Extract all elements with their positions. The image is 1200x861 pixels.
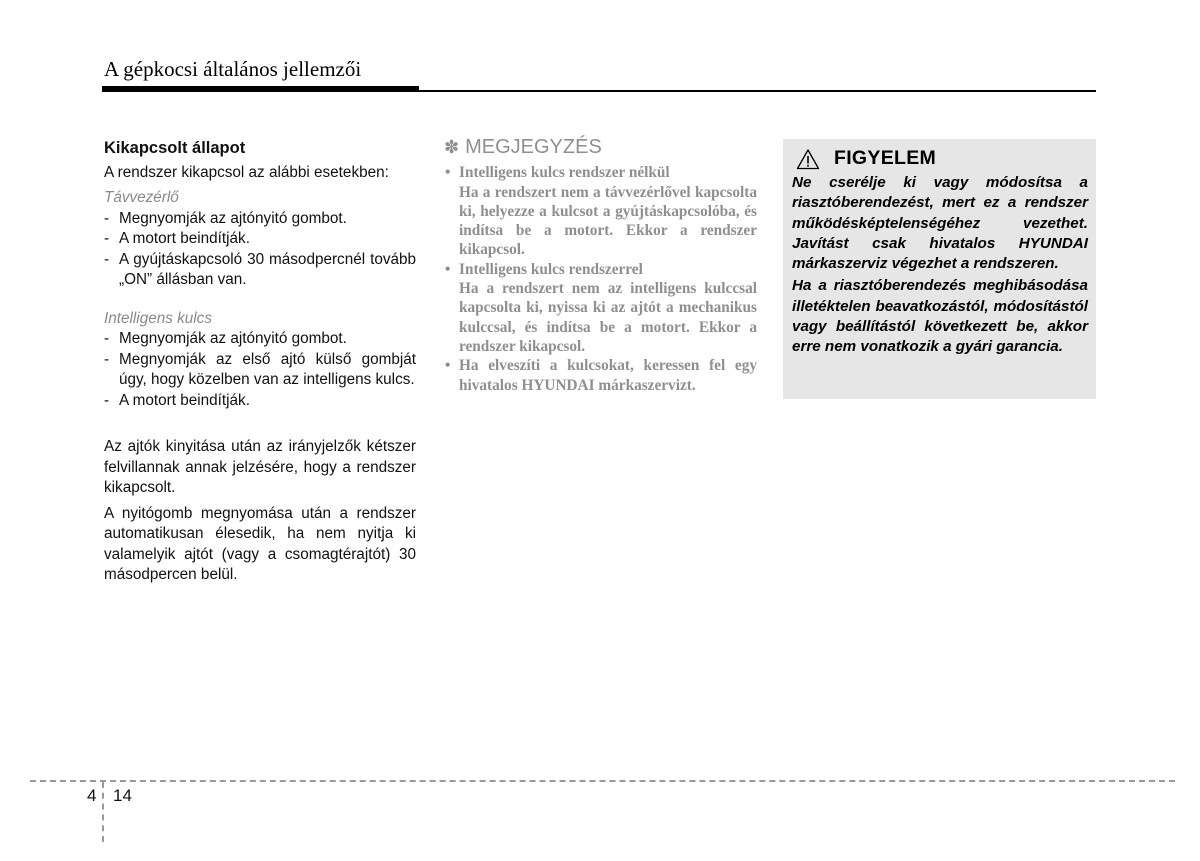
remote-list [104, 209, 416, 291]
warning-text [792, 173, 1088, 358]
header-rule-thin [419, 90, 1096, 92]
note-column [444, 138, 757, 395]
list-item: - Megnyomják az első ajtó külső gombját úgy, hogy közelben van az intelligens kulcs. [104, 350, 416, 391]
smartkey-subheading: Intelligens kulcs [104, 309, 212, 327]
list-item: - A motort beindítják. [104, 391, 416, 412]
section-heading: Kikapcsolt állapot [104, 139, 246, 157]
warning-header [796, 147, 1088, 170]
footer-vertical-dashed-rule [102, 782, 104, 842]
warning-triangle-icon [796, 148, 820, 170]
warning-paragraph: Ha a riasztóberendezés meghibásodása illetéktelen beavatkozástól, módosítástól vagy beállítástól következett be, akkor erre nem vonatkozik a gyári garancia. [792, 277, 1088, 356]
list-item: - A motort beindítják. [104, 229, 416, 250]
warning-title: FIGYELEM [834, 147, 937, 169]
smartkey-list [104, 329, 416, 411]
header-rule-thick [102, 86, 419, 92]
remote-subheading: Távvezérlő [104, 189, 179, 206]
note-title: MEGJEGYZÉS [465, 136, 602, 158]
footer-dashed-rule [30, 780, 1175, 782]
intro-text: A rendszer kikapcsol az alábbi esetekben: [104, 163, 389, 181]
list-item: - Megnyomják az ajtónyitó gombot. [104, 209, 416, 230]
note-item-heading: • Intelligens kulcs rendszerrel [444, 260, 757, 279]
list-item: - A gyújtáskapcsoló 30 másodpercnél tovább „ON” állásban van. [104, 250, 416, 291]
note-heading [444, 138, 757, 157]
note-item-heading: • Intelligens kulcs rendszer nélkül [444, 163, 757, 182]
warning-paragraph: Ne cserélje ki vagy módosítsa a riasztóberendezést, mert ez a rendszer működésképtelenségéhez vezethet. Javítást csak hivatalos HYUNDAI márkaszerviz végezhet a rendszeren. [792, 174, 1088, 273]
paragraph-blink: Az ajtók kinyitása után az irányjelzők kétszer felvillannak annak jelzésére, hogy a rendszer kikapcsolt. [104, 438, 416, 496]
note-item-body: Ha a rendszert nem a távvezérlővel kapcsolta ki, helyezze a kulcsot a gyújtáskapcsolóba, és indítsa be a motort. Ekkor a rendszer kikapcsol. [459, 183, 757, 259]
page-header-title: A gépkocsi általános jellemzői [104, 57, 362, 81]
asterisk-icon: ✽ [444, 137, 460, 157]
paragraph-rearm: A nyitógomb megnyomása után a rendszer automatikusan élesedik, ha nem nyitja ki valamelyik ajtót (vagy a csomagtérajtót) 30 másodpercen belül. [104, 504, 416, 583]
note-item-body: Ha a rendszert nem az intelligens kulccsal kapcsolta ki, nyissa ki az ajtót a mechanikus kulccsal, és indítsa be a motort. Ekkor a rendszer kikapcsol. [459, 280, 757, 355]
note-item-heading: • Ha elveszíti a kulcsokat, keressen fel egy hivatalos HYUNDAI márkaszervizt. [444, 356, 757, 395]
page-number: 14 [113, 786, 132, 805]
list-item: - Megnyomják az ajtónyitó gombot. [104, 329, 416, 350]
left-column [104, 138, 416, 586]
warning-box [783, 139, 1096, 399]
chapter-number: 4 [87, 786, 97, 805]
